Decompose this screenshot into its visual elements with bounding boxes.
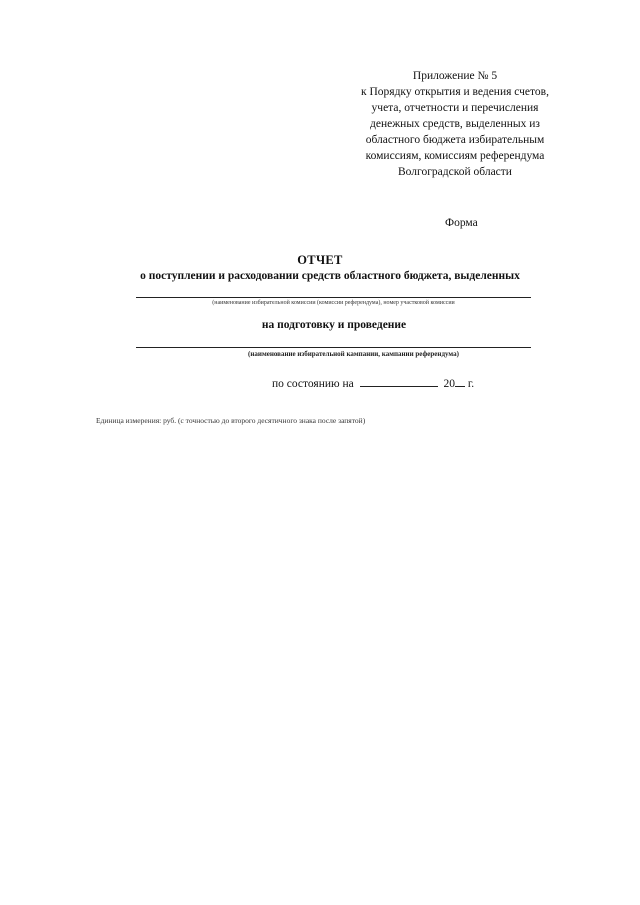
date-blank-field[interactable] (360, 375, 438, 387)
form-label: Форма (445, 217, 478, 229)
appendix-block (340, 68, 570, 180)
year-blank-field[interactable] (455, 375, 465, 387)
appendix-line: учета, отчетности и перечисления (371, 102, 539, 114)
appendix-line: денежных средств, выделенных из (370, 118, 540, 130)
appendix-line: Волгоградской области (398, 166, 512, 178)
commission-name-line[interactable] (136, 297, 531, 298)
appendix-line: Приложение № 5 (412, 70, 498, 82)
as-of-label: по состоянию на (272, 378, 354, 390)
report-subtitle: о поступлении и расходовании средств областного бюджета, выделенных (140, 270, 520, 282)
campaign-name-line[interactable] (136, 347, 531, 348)
appendix-line: к Порядку открытия и ведения счетов, (361, 86, 549, 98)
units-note: Единица измерения: руб. (с точностью до второго десятичного знака после запятой) (96, 416, 366, 425)
appendix-line: комиссиям, комиссиям референдума (365, 150, 545, 162)
year-prefix: 20 (443, 378, 456, 390)
appendix-line: областного бюджета избирательным (365, 134, 545, 146)
as-of-date-row (272, 375, 474, 390)
campaign-caption: (наименование избирательной кампании, кампании референдума) (248, 350, 459, 358)
commission-caption: (наименование избирательной комиссии (комиссии референдума), номер участковой комиссии (212, 300, 455, 306)
year-suffix: г. (467, 378, 475, 390)
purpose-heading: на подготовку и проведение (261, 319, 407, 331)
report-title: ОТЧЕТ (297, 253, 343, 267)
